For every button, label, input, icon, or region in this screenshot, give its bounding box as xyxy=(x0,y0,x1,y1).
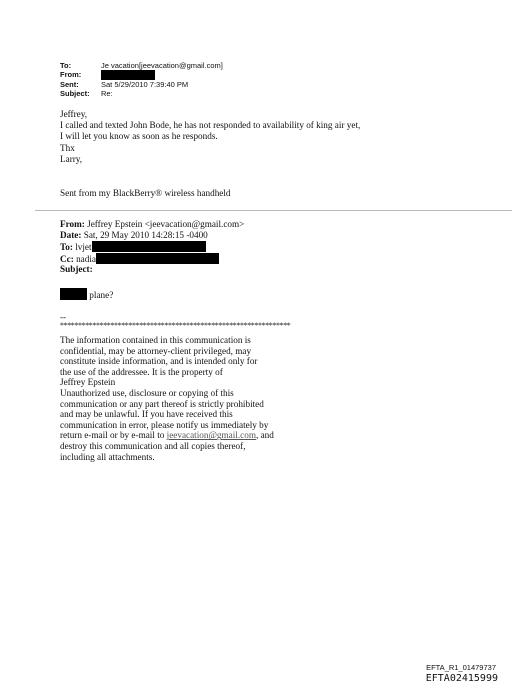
disclaimer-line: the use of the addressee. It is the property of xyxy=(60,366,223,377)
signature-dashes: -- xyxy=(60,312,66,322)
redaction-block xyxy=(101,70,155,80)
email-header xyxy=(60,61,360,101)
divider xyxy=(35,210,512,211)
quoted-from-label: From: xyxy=(60,219,85,229)
disclaimer-line: including all attachments. xyxy=(60,451,155,462)
disclaimer-line: and may be unlawful. If you have received this xyxy=(60,409,233,420)
quoted-from-value: Jeffrey Epstein <jeevacation@gmail.com> xyxy=(87,219,245,229)
to-label: To: xyxy=(60,61,72,70)
redaction-block xyxy=(96,253,219,264)
disclaimer-line: communication or any part thereof is strictly prohibited xyxy=(60,398,264,409)
reply-line: Jeffrey, xyxy=(60,109,88,119)
reply-line: Thx xyxy=(60,142,75,153)
quoted-date-label: Date: xyxy=(60,230,82,241)
subject-label: Subject: xyxy=(60,89,90,98)
disclaimer-line: communication in error, please notify us immediately by xyxy=(60,419,269,430)
quoted-date-value: Sat, 29 May 2010 14:28:15 -0400 xyxy=(83,230,208,241)
reply-line: I called and texted John Bode, he has not responded to availability of king air yet, xyxy=(60,120,361,131)
subject-value: Re: xyxy=(101,89,113,98)
quoted-cc-label: Cc: xyxy=(60,253,74,264)
disclaimer-text: return e-mail or by e-mail to xyxy=(60,430,167,441)
document-id-primary: EFTA_R1_01479737 xyxy=(426,663,496,672)
redaction-block xyxy=(92,241,206,252)
quoted-to-value: lvjet xyxy=(75,242,92,253)
mobile-signature: Sent from my BlackBerry® wireless handheld xyxy=(60,188,231,198)
reply-line: Larry, xyxy=(60,153,83,164)
quoted-to-label: To: xyxy=(60,242,73,253)
email-link[interactable]: jeevacation@gmail.com xyxy=(166,430,256,441)
disclaimer-text: , and xyxy=(255,430,274,441)
disclaimer-line: destroy this communication and all copies thereof, xyxy=(60,440,246,451)
document-id-secondary: EFTA02415999 xyxy=(425,673,498,684)
redaction-block xyxy=(60,288,87,300)
disclaimer-line: confidential, may be attorney-client privileged, may xyxy=(60,345,252,356)
reply-line: I will let you know as soon as he responds. xyxy=(60,131,218,142)
disclaimer-line: Jeffrey Epstein xyxy=(60,377,116,388)
quoted-header xyxy=(60,219,244,275)
from-label: From: xyxy=(60,70,82,79)
quoted-body xyxy=(60,288,113,300)
quoted-cc-value: nadia xyxy=(76,253,96,264)
quoted-subject-label: Subject: xyxy=(60,263,93,274)
disclaimer-line: The information contained in this communication is xyxy=(60,335,251,345)
to-value: Je vacation[jeevacation@gmail.com] xyxy=(101,61,223,70)
quoted-body-text: plane? xyxy=(89,290,114,300)
disclaimer-line: Unauthorized use, disclosure or copying of this xyxy=(60,387,234,398)
sent-value: Sat 5/29/2010 7:39:40 PM xyxy=(101,80,189,89)
disclaimer-line xyxy=(60,430,274,441)
star-separator: **************************************************************** xyxy=(60,321,291,330)
sent-label: Sent: xyxy=(60,80,79,89)
disclaimer-line: constitute inside information, and is intended only for xyxy=(60,356,258,367)
reply-body xyxy=(60,109,360,165)
disclaimer xyxy=(60,335,274,462)
